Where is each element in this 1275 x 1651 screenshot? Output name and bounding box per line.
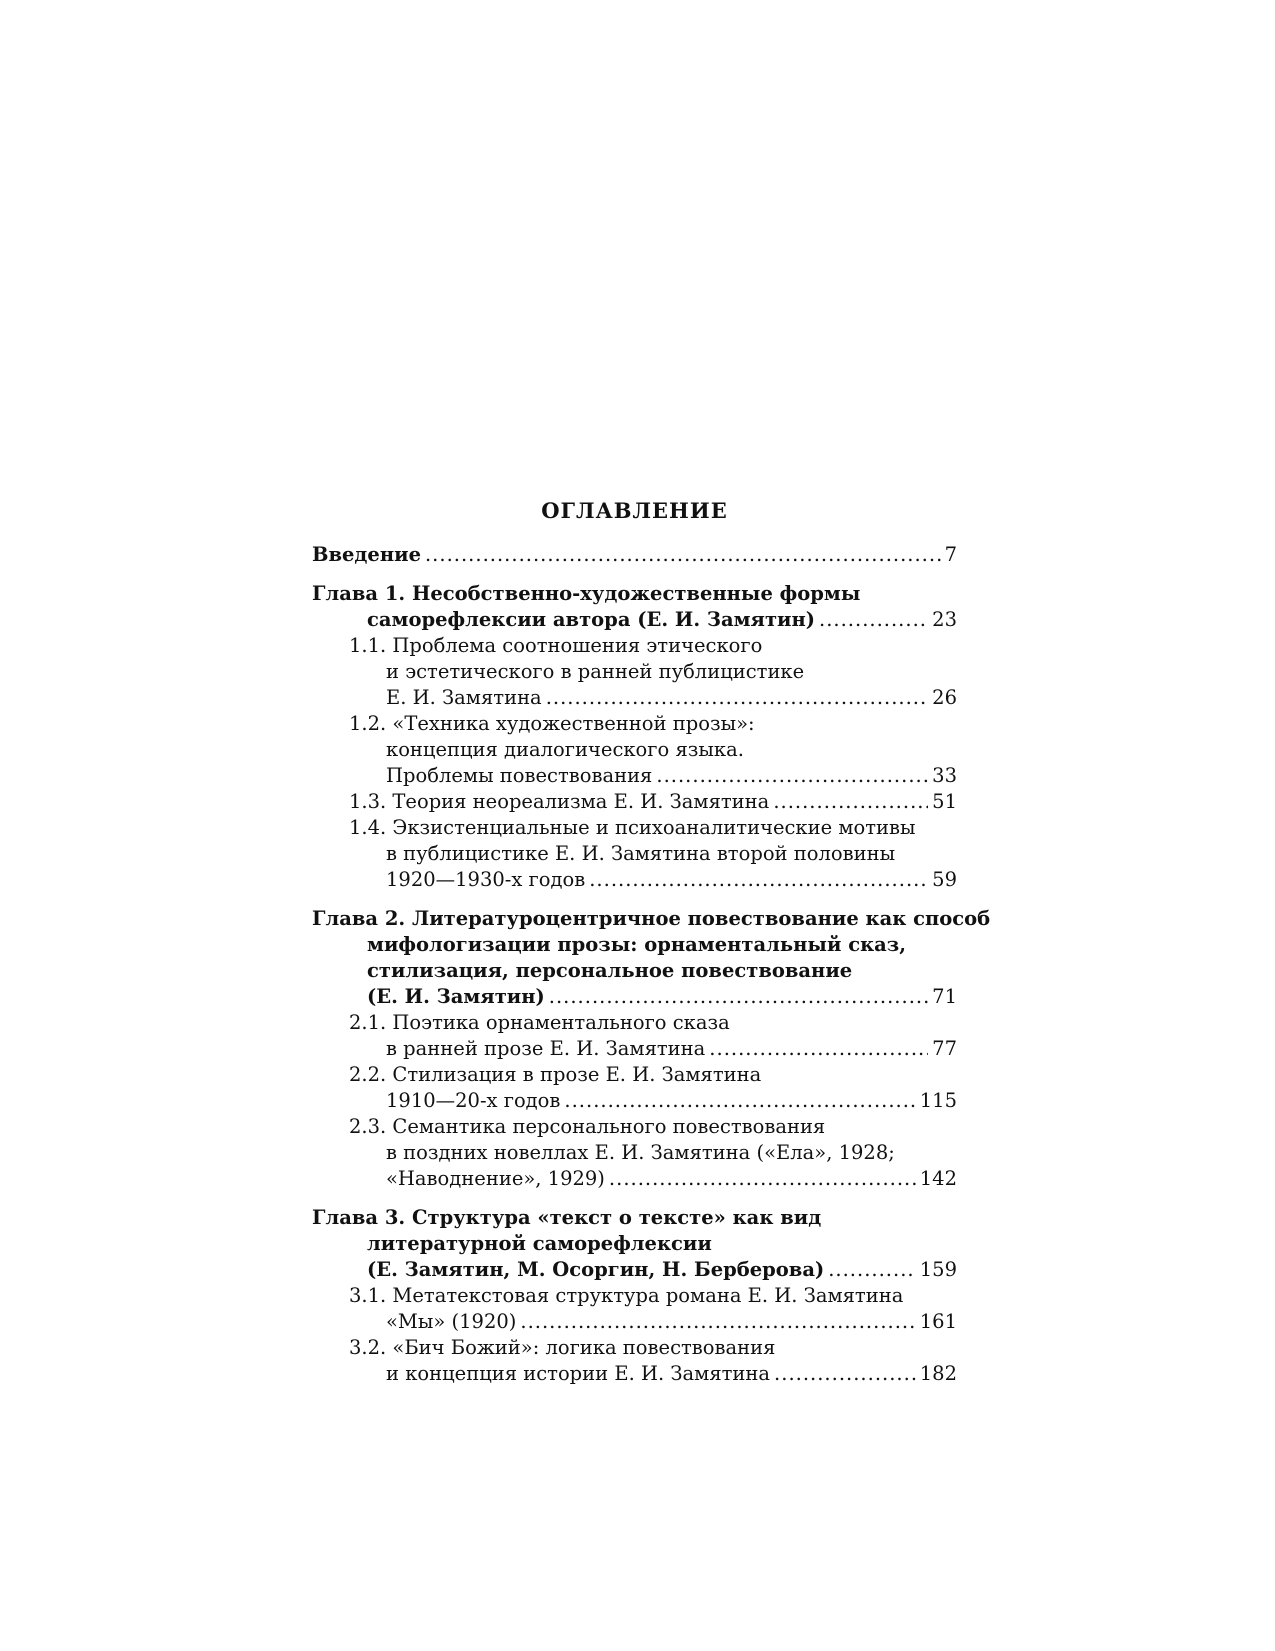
dot-leader bbox=[656, 763, 928, 789]
toc-entry-line bbox=[312, 581, 957, 607]
toc-page-number: 77 bbox=[932, 1037, 957, 1060]
toc-entry-text: и концепция истории Е. И. Замятина bbox=[386, 1362, 771, 1385]
toc-entry bbox=[312, 542, 957, 568]
toc-page-number: 51 bbox=[932, 790, 957, 813]
toc-entry-line bbox=[312, 1010, 957, 1036]
toc-entry-text: «Наводнение», 1929) bbox=[386, 1167, 605, 1190]
toc-entry-line bbox=[312, 711, 957, 737]
toc-entry-text: Е. И. Замятина bbox=[386, 686, 542, 709]
toc-entry-text: «Мы» (1920) bbox=[386, 1310, 517, 1333]
toc-entry-line bbox=[312, 737, 957, 763]
toc-entry-text: стилизация, персональное повествование bbox=[367, 959, 853, 982]
table-of-contents bbox=[312, 496, 991, 1400]
toc-entry-text: Глава 3. Структура «текст о тексте» как вид bbox=[312, 1206, 822, 1229]
toc-entry-text: 3.1. Метатекстовая структура романа Е. И. Замятина bbox=[349, 1284, 904, 1307]
toc-entry-text: Глава 1. Несобственно-художественные формы bbox=[312, 582, 861, 605]
toc-entry-text: 1.1. Проблема соотношения этического bbox=[349, 634, 763, 657]
toc-entry-text: 2.3. Семантика персонального повествования bbox=[349, 1115, 826, 1138]
toc-sections bbox=[312, 542, 991, 1387]
toc-entry-text: Проблемы повествования bbox=[386, 764, 653, 787]
toc-entry-text: 2.1. Поэтика орнаментального сказа bbox=[349, 1011, 730, 1034]
toc-entry-text: (Е. Замятин, М. Осоргин, Н. Берберова) bbox=[367, 1258, 825, 1281]
dot-leader bbox=[549, 984, 928, 1010]
toc-entry-text: литературной саморефлексии bbox=[367, 1232, 712, 1255]
dot-leader bbox=[819, 607, 928, 633]
toc-page-number: 142 bbox=[919, 1167, 957, 1190]
toc-entry-text: в публицистике Е. И. Замятина второй половины bbox=[386, 842, 896, 865]
toc-section bbox=[312, 542, 957, 568]
toc-entry-line bbox=[312, 659, 957, 685]
toc-page-number: 115 bbox=[919, 1089, 957, 1112]
toc-entry-text: Введение bbox=[312, 543, 421, 566]
dot-leader bbox=[609, 1166, 916, 1192]
toc-entry-line bbox=[312, 633, 957, 659]
toc-entry bbox=[312, 1036, 957, 1062]
toc-page-number: 23 bbox=[932, 608, 957, 631]
toc-entry-text: 2.2. Стилизация в прозе Е. И. Замятина bbox=[349, 1063, 762, 1086]
toc-entry bbox=[312, 984, 957, 1010]
toc-entry-line bbox=[312, 932, 957, 958]
toc-entry-text: (Е. И. Замятин) bbox=[367, 985, 545, 1008]
toc-entry bbox=[312, 607, 957, 633]
toc-entry-line bbox=[312, 841, 957, 867]
toc-page-number: 71 bbox=[932, 985, 957, 1008]
toc-section bbox=[312, 906, 991, 1192]
toc-title: ОГЛАВЛЕНИЕ bbox=[541, 498, 728, 523]
toc-entry-text: саморефлексии автора (Е. И. Замятин) bbox=[367, 608, 815, 631]
toc-section bbox=[312, 1205, 957, 1387]
toc-entry bbox=[312, 685, 957, 711]
toc-page-number: 161 bbox=[919, 1310, 957, 1333]
toc-page-number: 59 bbox=[932, 868, 957, 891]
toc-entry-line bbox=[312, 1140, 957, 1166]
toc-entry bbox=[312, 763, 957, 789]
toc-page-number: 159 bbox=[919, 1258, 957, 1281]
toc-entry bbox=[312, 867, 957, 893]
dot-leader bbox=[709, 1036, 928, 1062]
toc-entry-line bbox=[312, 958, 957, 984]
dot-leader bbox=[828, 1257, 916, 1283]
toc-entry bbox=[312, 1309, 957, 1335]
toc-entry-line bbox=[312, 906, 991, 932]
toc-page-number: 26 bbox=[932, 686, 957, 709]
toc-entry-text: 1.4. Экзистенциальные и психоаналитические мотивы bbox=[349, 816, 916, 839]
toc-entry-text: в поздних новеллах Е. И. Замятина («Ела», 1928; bbox=[386, 1141, 895, 1164]
toc-entry-line bbox=[312, 1062, 957, 1088]
toc-entry-text: 1920—1930-х годов bbox=[386, 868, 586, 891]
dot-leader bbox=[520, 1309, 915, 1335]
dot-leader bbox=[589, 867, 928, 893]
toc-page-number: 182 bbox=[919, 1362, 957, 1385]
toc-page-number: 33 bbox=[932, 764, 957, 787]
toc-entry-text: 3.2. «Бич Божий»: логика повествования bbox=[349, 1336, 776, 1359]
toc-entry-text: 1.3. Теория неореализма Е. И. Замятина bbox=[349, 790, 770, 813]
toc-entry-line bbox=[312, 1335, 957, 1361]
toc-entry-line bbox=[312, 1231, 957, 1257]
toc-entry-text: в ранней прозе Е. И. Замятина bbox=[386, 1037, 706, 1060]
toc-entry-text: 1.2. «Техника художественной прозы»: bbox=[349, 712, 755, 735]
dot-leader bbox=[425, 542, 941, 568]
toc-section bbox=[312, 581, 957, 893]
toc-entry-text: мифологизации прозы: орнаментальный сказ, bbox=[367, 933, 907, 956]
toc-entry-line bbox=[312, 1283, 957, 1309]
toc-entry bbox=[312, 789, 957, 815]
toc-entry bbox=[312, 1257, 957, 1283]
dot-leader bbox=[773, 789, 928, 815]
toc-entry-text: 1910—20-х годов bbox=[386, 1089, 561, 1112]
toc-entry bbox=[312, 1361, 957, 1387]
dot-leader bbox=[774, 1361, 916, 1387]
toc-entry-text: и эстетического в ранней публицистике bbox=[386, 660, 805, 683]
dot-leader bbox=[564, 1088, 915, 1114]
toc-entry-line bbox=[312, 815, 957, 841]
toc-page-number: 7 bbox=[944, 543, 957, 566]
toc-entry-line bbox=[312, 1205, 957, 1231]
dot-leader bbox=[546, 685, 928, 711]
toc-entry-text: Глава 2. Литературоцентричное повествование как способ bbox=[312, 907, 991, 930]
toc-entry-text: концепция диалогического языка. bbox=[386, 738, 744, 761]
toc-entry bbox=[312, 1088, 957, 1114]
toc-entry bbox=[312, 1166, 957, 1192]
toc-entry-line bbox=[312, 1114, 957, 1140]
